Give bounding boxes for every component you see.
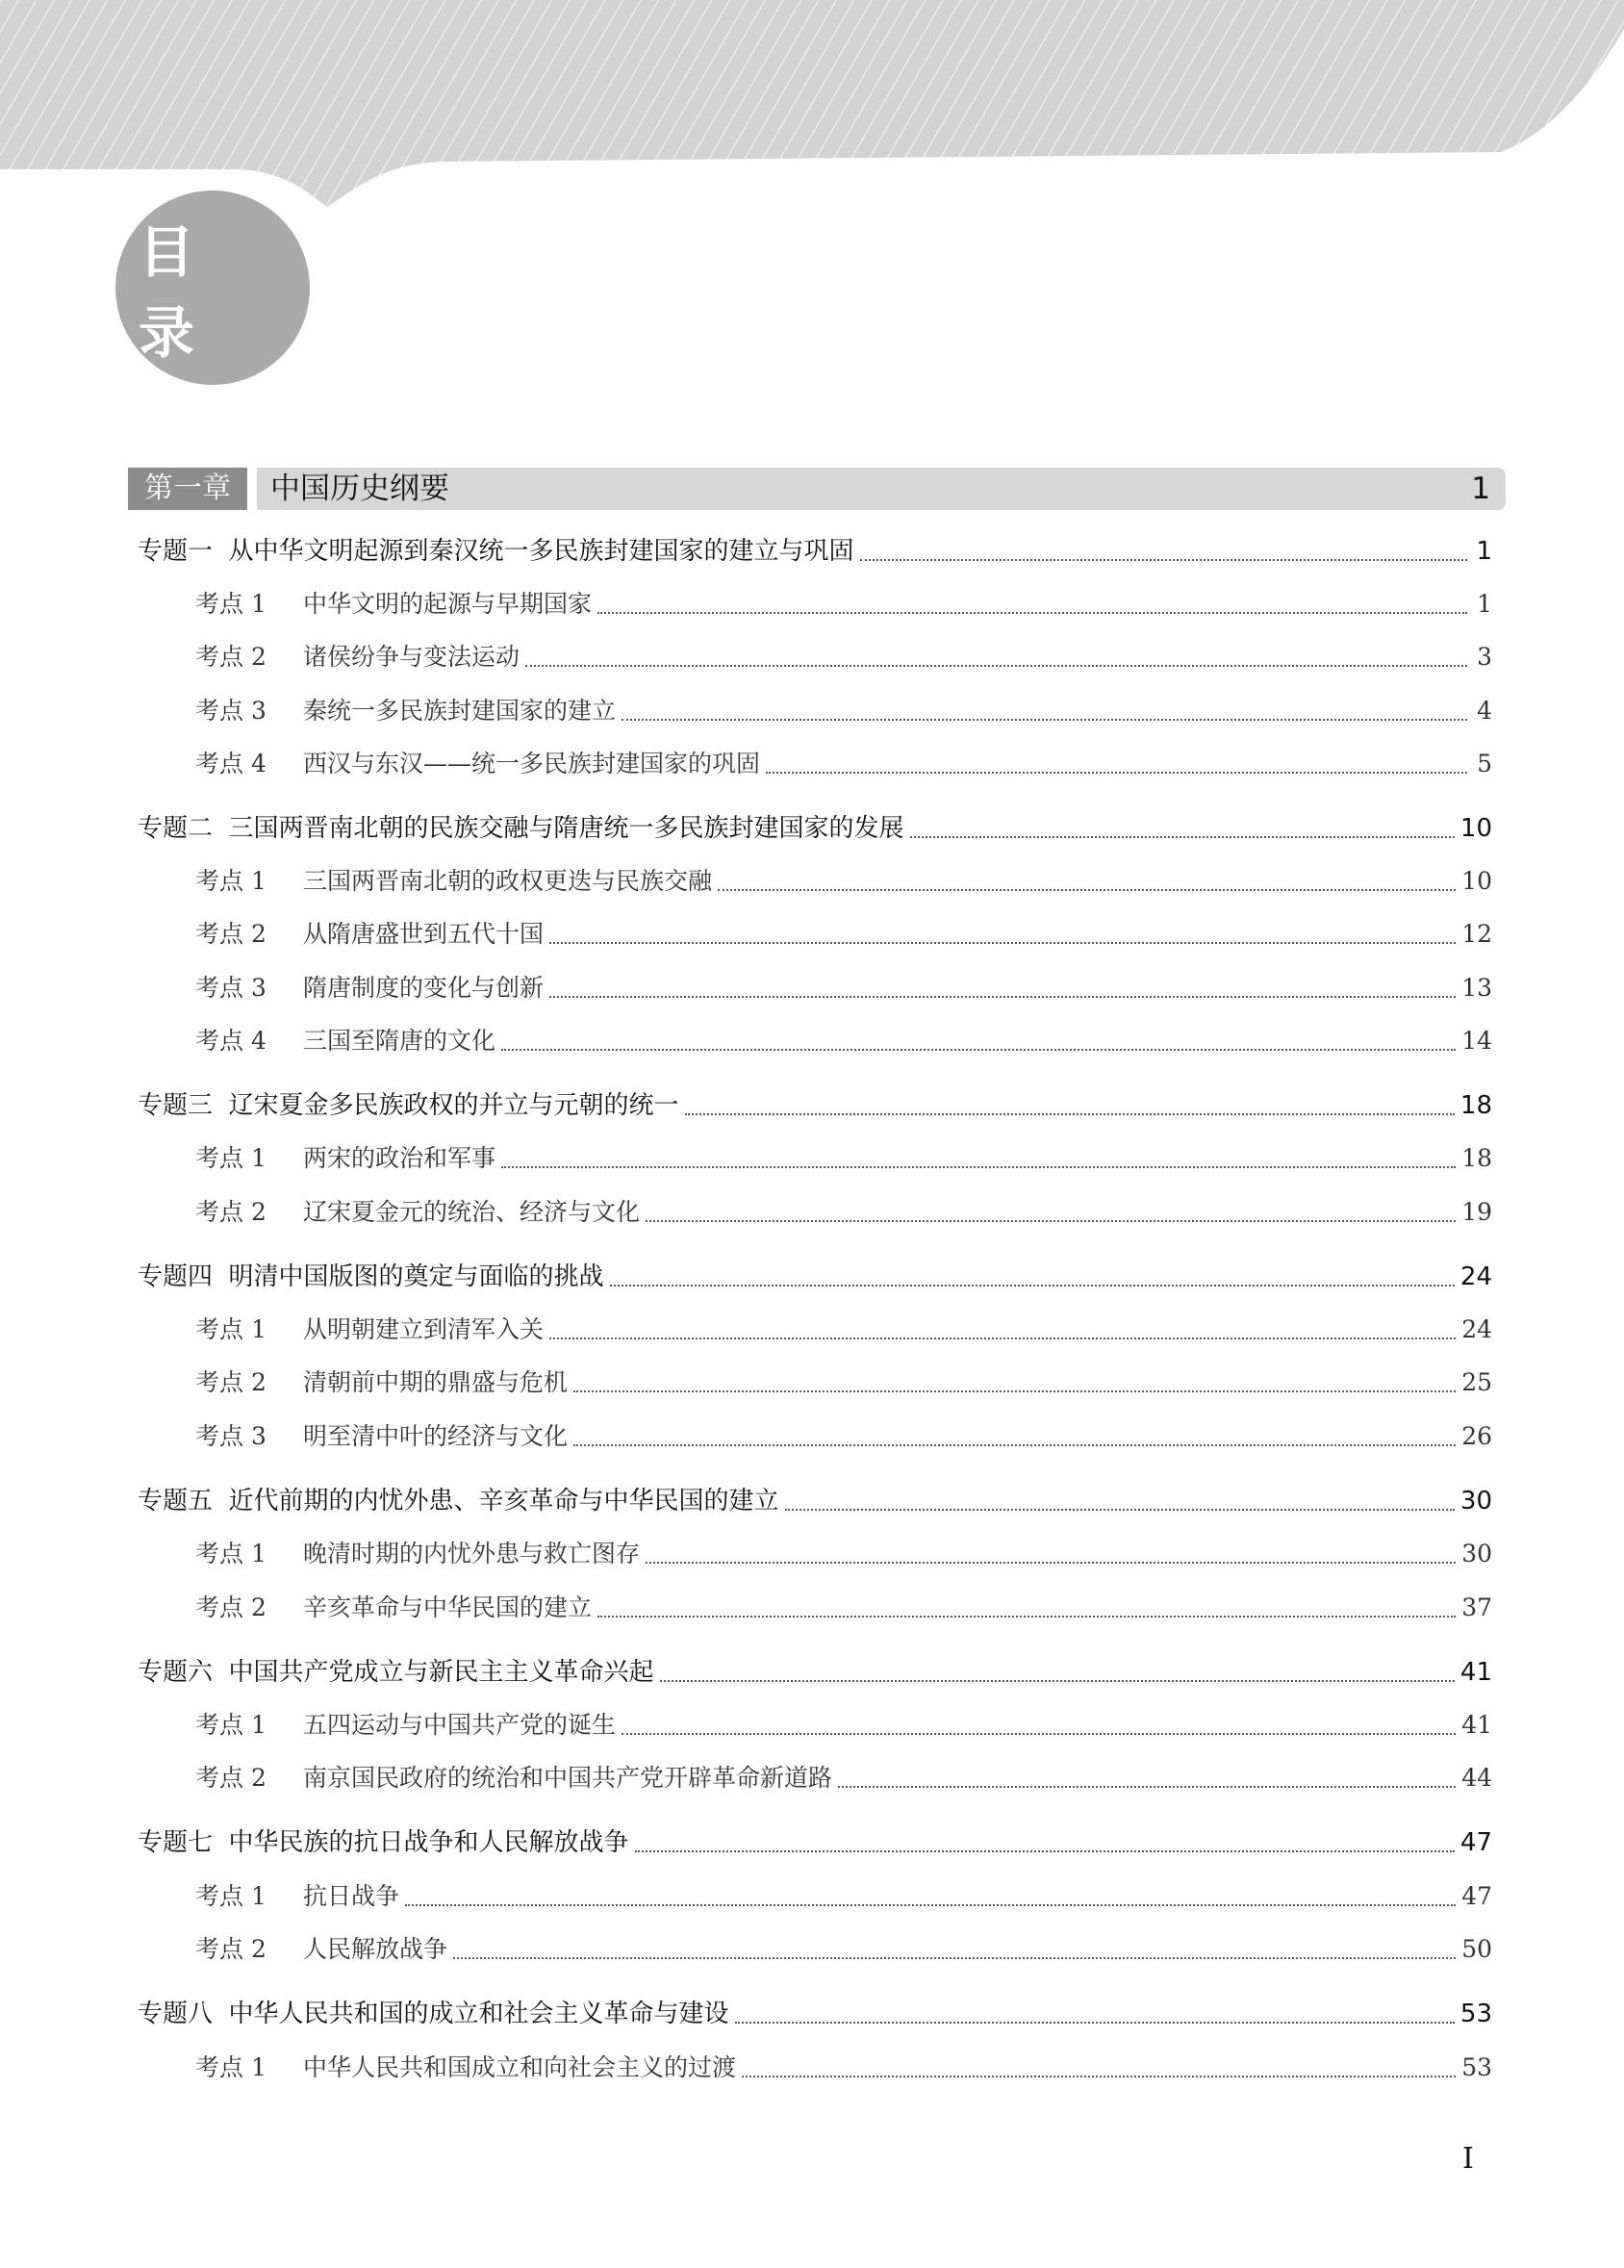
toc-point-entry[interactable]	[195, 1877, 1492, 1916]
dot-leader	[549, 996, 1456, 998]
topic-title: 三国两晋南北朝的民族交融与隋唐统一多民族封建国家的发展	[228, 814, 904, 843]
point-label: 考点 2	[195, 1935, 266, 1963]
toc-point-entry[interactable]	[195, 1363, 1492, 1402]
dot-leader	[646, 1562, 1456, 1564]
toc-topic-entry[interactable]	[138, 1995, 1492, 2033]
topic-label: 专题三	[138, 1091, 214, 1120]
toc-point-entry[interactable]	[195, 1193, 1492, 1232]
point-page-number: 47	[1461, 1882, 1492, 1910]
point-label: 考点 3	[195, 1422, 266, 1450]
point-page-number: 3	[1477, 643, 1492, 671]
topic-title: 从中华文明起源到秦汉统一多民族封建国家的建立与巩固	[228, 537, 854, 566]
point-label: 考点 1	[195, 1540, 266, 1567]
toc-topic-entry[interactable]	[138, 532, 1492, 571]
topic-label: 专题六	[138, 1658, 214, 1687]
topic-page-number: 41	[1459, 1658, 1492, 1687]
point-page-number: 50	[1461, 1935, 1492, 1963]
topic-label: 专题五	[138, 1487, 214, 1516]
dot-leader	[501, 1166, 1456, 1168]
topic-label: 专题一	[138, 537, 214, 566]
point-title: 从明朝建立到清军入关	[303, 1315, 545, 1343]
point-page-number: 19	[1461, 1198, 1492, 1226]
dot-leader	[660, 1680, 1455, 1682]
page-number: I	[1462, 2142, 1474, 2176]
point-title: 西汉与东汉——统一多民族封建国家的巩固	[303, 750, 761, 777]
point-title: 中华人民共和国成立和向社会主义的过渡	[303, 2053, 737, 2081]
point-title: 抗日战争	[303, 1882, 400, 1910]
toc-point-entry[interactable]	[195, 638, 1492, 676]
dot-leader	[766, 772, 1467, 774]
dot-leader	[573, 1444, 1456, 1446]
point-page-number: 13	[1461, 974, 1492, 1002]
chapter-page-number: 1	[1471, 471, 1490, 506]
toc-point-entry[interactable]	[195, 1930, 1492, 1969]
point-label: 考点 1	[195, 2053, 266, 2081]
toc-topic-entry[interactable]	[138, 1653, 1492, 1692]
topic-label: 专题四	[138, 1262, 214, 1291]
point-page-number: 1	[1477, 590, 1492, 618]
topic-title: 近代前期的内忧外患、辛亥革命与中华民国的建立	[228, 1487, 779, 1516]
point-page-number: 37	[1461, 1593, 1492, 1621]
topic-page-number: 24	[1459, 1262, 1492, 1291]
topic-page-number: 30	[1459, 1487, 1492, 1516]
point-title: 三国两晋南北朝的政权更迭与民族交融	[303, 867, 713, 895]
toc-topic-entry[interactable]	[138, 1823, 1492, 1862]
topic-page-number: 1	[1476, 537, 1492, 566]
topic-label: 专题八	[138, 2000, 214, 2028]
point-label: 考点 3	[195, 697, 266, 725]
dot-leader	[838, 1786, 1456, 1788]
toc-point-entry[interactable]	[195, 1535, 1492, 1573]
topic-page-number: 10	[1459, 814, 1492, 843]
point-page-number: 4	[1477, 697, 1492, 725]
toc-point-entry[interactable]	[195, 692, 1492, 730]
topic-title: 中华人民共和国的成立和社会主义革命与建设	[228, 2000, 729, 2028]
point-page-number: 25	[1461, 1368, 1492, 1396]
dot-leader	[622, 719, 1467, 721]
point-title: 南京国民政府的统治和中国共产党开辟革命新道路	[303, 1764, 833, 1792]
dot-leader	[549, 942, 1456, 944]
toc-topic-entry[interactable]	[138, 1482, 1492, 1520]
dot-leader	[860, 559, 1467, 561]
topic-title: 中国共产党成立与新民主主义革命兴起	[228, 1658, 654, 1687]
toc-point-entry[interactable]	[195, 1706, 1492, 1745]
dot-leader	[622, 1733, 1456, 1735]
toc-heading: 目 录	[139, 219, 218, 366]
point-label: 考点 4	[195, 750, 266, 777]
point-title: 中华文明的起源与早期国家	[303, 590, 593, 618]
topic-page-number: 18	[1459, 1091, 1492, 1120]
dot-leader	[610, 1285, 1455, 1287]
topic-label: 专题二	[138, 814, 214, 843]
point-page-number: 24	[1461, 1315, 1492, 1343]
topic-title: 明清中国版图的奠定与面临的挑战	[228, 1262, 604, 1291]
toc-point-entry[interactable]	[195, 745, 1492, 783]
point-title: 明至清中叶的经济与文化	[303, 1422, 569, 1450]
toc-point-entry[interactable]	[195, 1311, 1492, 1349]
toc-heading-badge	[115, 191, 310, 385]
toc-topic-entry[interactable]	[138, 1258, 1492, 1296]
point-label: 考点 3	[195, 974, 266, 1002]
point-title: 人民解放战争	[303, 1935, 448, 1963]
dot-leader	[910, 836, 1455, 838]
toc-topic-entry[interactable]	[138, 1086, 1492, 1125]
toc-point-entry[interactable]	[195, 1022, 1492, 1060]
point-title: 辽宋夏金元的统治、经济与文化	[303, 1198, 641, 1226]
topic-title: 中华民族的抗日战争和人民解放战争	[228, 1828, 629, 1857]
point-label: 考点 1	[195, 1711, 266, 1739]
dot-leader	[501, 1049, 1456, 1051]
point-title: 五四运动与中国共产党的诞生	[303, 1711, 617, 1739]
dot-leader	[525, 665, 1467, 667]
point-title: 隋唐制度的变化与创新	[303, 974, 545, 1002]
toc-point-entry[interactable]	[195, 1589, 1492, 1627]
toc-topic-entry[interactable]	[138, 809, 1492, 848]
point-title: 晚清时期的内忧外患与救亡图存	[303, 1540, 641, 1567]
point-label: 考点 1	[195, 1144, 266, 1172]
point-page-number: 12	[1461, 920, 1492, 948]
point-page-number: 5	[1477, 750, 1492, 777]
dot-leader	[597, 612, 1467, 614]
point-label: 考点 2	[195, 643, 266, 671]
topic-title: 辽宋夏金多民族政权的并立与元朝的统一	[228, 1091, 679, 1120]
point-label: 考点 1	[195, 1315, 266, 1343]
point-title: 从隋唐盛世到五代十国	[303, 920, 545, 948]
dot-leader	[718, 889, 1456, 891]
dot-leader	[549, 1338, 1456, 1339]
point-label: 考点 1	[195, 590, 266, 618]
toc-point-entry[interactable]	[195, 2049, 1492, 2087]
toc-point-entry[interactable]	[195, 1417, 1492, 1456]
point-label: 考点 1	[195, 867, 266, 895]
point-page-number: 53	[1461, 2053, 1492, 2081]
point-title: 两宋的政治和军事	[303, 1144, 496, 1172]
chapter-tag-divider	[247, 468, 257, 510]
point-page-number: 18	[1461, 1144, 1492, 1172]
dot-leader	[685, 1113, 1455, 1115]
point-title: 清朝前中期的鼎盛与危机	[303, 1368, 569, 1396]
point-label: 考点 2	[195, 920, 266, 948]
point-title: 秦统一多民族封建国家的建立	[303, 697, 617, 725]
dot-leader	[405, 1904, 1456, 1906]
point-page-number: 14	[1461, 1027, 1492, 1055]
topic-label: 专题七	[138, 1828, 214, 1857]
point-page-number: 10	[1461, 867, 1492, 895]
point-label: 考点 2	[195, 1198, 266, 1226]
point-page-number: 44	[1461, 1764, 1492, 1792]
dot-leader	[597, 1616, 1456, 1618]
toc-point-entry[interactable]	[195, 585, 1492, 624]
point-label: 考点 2	[195, 1764, 266, 1792]
dot-leader	[742, 2076, 1456, 2077]
point-page-number: 30	[1461, 1540, 1492, 1567]
dot-leader	[735, 2022, 1455, 2024]
topic-page-number: 47	[1459, 1828, 1492, 1857]
topic-page-number: 53	[1459, 2000, 1492, 2028]
toc-point-entry[interactable]	[195, 862, 1492, 901]
toc-point-entry[interactable]	[195, 1139, 1492, 1178]
dot-leader	[646, 1220, 1456, 1222]
dot-leader	[573, 1390, 1456, 1392]
toc-point-entry[interactable]	[195, 969, 1492, 1007]
point-title: 三国至隋唐的文化	[303, 1027, 496, 1055]
chapter-header[interactable]	[128, 468, 1506, 510]
point-title: 诸侯纷争与变法运动	[303, 643, 520, 671]
toc-point-entry[interactable]	[195, 915, 1492, 954]
dot-leader	[635, 1850, 1455, 1852]
chapter-title: 中国历史纲要	[270, 471, 449, 506]
point-label: 考点 2	[195, 1593, 266, 1621]
dot-leader	[785, 1509, 1455, 1511]
point-label: 考点 4	[195, 1027, 266, 1055]
point-title: 辛亥革命与中华民国的建立	[303, 1593, 593, 1621]
point-page-number: 41	[1461, 1711, 1492, 1739]
chapter-tag: 第一章	[128, 468, 247, 510]
dot-leader	[453, 1957, 1456, 1959]
point-label: 考点 2	[195, 1368, 266, 1396]
point-page-number: 26	[1461, 1422, 1492, 1450]
toc-point-entry[interactable]	[195, 1759, 1492, 1797]
point-label: 考点 1	[195, 1882, 266, 1910]
